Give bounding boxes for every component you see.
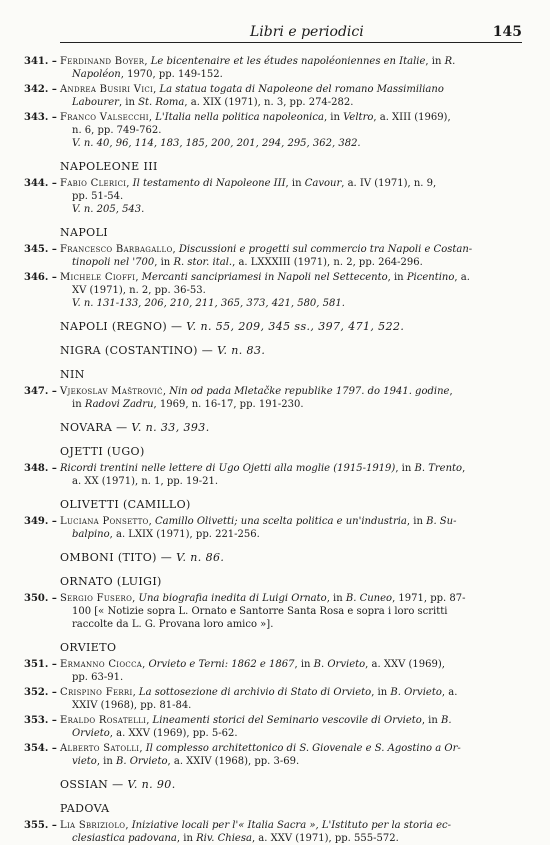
section-heading bbox=[24, 421, 522, 435]
citation-text: , bbox=[135, 272, 142, 283]
title-text: B. Orvieto bbox=[313, 659, 366, 670]
bibliography-entry bbox=[24, 385, 522, 411]
title-text: V. n. 205, 543. bbox=[72, 204, 145, 215]
author-name: Michele Cioffi bbox=[60, 272, 136, 283]
citation-text: , a. XIX (1971), n. 3, pp. 274-282. bbox=[184, 97, 354, 108]
section-heading bbox=[24, 368, 522, 382]
entry-number: 342. – bbox=[24, 84, 57, 95]
title-text: clesiastica padovana bbox=[72, 833, 177, 844]
entry-line bbox=[60, 714, 522, 727]
title-text: Una biografia inedita di Luigi Ornato bbox=[138, 593, 327, 604]
entry-line bbox=[60, 528, 522, 541]
author-name: Ermanno Ciocca bbox=[60, 659, 143, 670]
heading-text: OJETTI (UGO) bbox=[60, 445, 145, 458]
entry-line bbox=[60, 177, 522, 190]
entry-line bbox=[60, 137, 522, 150]
entry-line bbox=[60, 297, 522, 310]
entry-line bbox=[60, 385, 522, 398]
heading-text: NOVARA — bbox=[60, 421, 132, 434]
entry-line bbox=[60, 699, 522, 712]
heading-text: ORNATO (LUIGI) bbox=[60, 575, 162, 588]
citation-text: 100 [« Notizie sopra L. Ornato e Santorre Santa Rosa e sopra i loro scritti bbox=[72, 606, 448, 617]
entry-line bbox=[60, 592, 522, 605]
entry-line bbox=[60, 83, 522, 96]
author-name: Luciana Ponsetto bbox=[60, 516, 149, 527]
entry-number: 352. – bbox=[24, 687, 57, 698]
entry-number: 351. – bbox=[24, 659, 57, 670]
citation-text: , 1969, n. 16-17, pp. 191-230. bbox=[153, 399, 304, 410]
entry-line bbox=[60, 96, 522, 109]
title-text: balpino bbox=[72, 529, 110, 540]
section-heading bbox=[24, 445, 522, 459]
entry-number: 355. – bbox=[24, 820, 57, 831]
section-heading bbox=[24, 160, 522, 174]
citation-text: , in bbox=[395, 463, 415, 474]
citation-text: , a. LXIX (1971), pp. 221-256. bbox=[109, 529, 260, 540]
heading-text: OMBONI (TITO) — bbox=[60, 551, 177, 564]
title-text: Mercanti sancipriamesi in Napoli nel Settecento bbox=[141, 272, 388, 283]
entry-line bbox=[60, 398, 522, 411]
heading-text: NAPOLI bbox=[60, 226, 109, 239]
title-text: Orvieto bbox=[72, 728, 110, 739]
citation-text: , a. LXXXIII (1971), n. 2, pp. 264-296. bbox=[232, 257, 423, 268]
title-text: B. Orvieto bbox=[390, 687, 442, 698]
bibliography-entry bbox=[24, 462, 522, 488]
title-text: Iniziative locali per l'« Italia Sacra », L'Istituto per la storia ec- bbox=[131, 820, 451, 831]
citation-text: in bbox=[72, 399, 85, 410]
entry-number: 348. – bbox=[24, 463, 57, 474]
section-heading bbox=[24, 641, 522, 655]
heading-text: OLIVETTI (CAMILLO) bbox=[60, 498, 191, 511]
citation-text: , bbox=[148, 516, 155, 527]
section-heading bbox=[24, 802, 522, 816]
entry-line bbox=[60, 124, 522, 137]
bibliography-list bbox=[24, 55, 522, 845]
citation-text: , in bbox=[285, 178, 305, 189]
citation-text: , in bbox=[387, 272, 407, 283]
title-text: L'Italia nella politica napoleonica bbox=[155, 112, 324, 123]
heading-text: ORVIETO bbox=[60, 641, 117, 654]
citation-text: , in bbox=[425, 56, 445, 67]
citation-text: , bbox=[132, 593, 139, 604]
title-text: B. Cuneo bbox=[345, 593, 393, 604]
title-text: Radovi Zadru bbox=[84, 399, 154, 410]
author-name: Fabio Clerici bbox=[60, 178, 127, 189]
heading-text: NIGRA (COSTANTINO) — bbox=[60, 344, 218, 357]
citation-text: , in bbox=[96, 756, 116, 767]
entry-line bbox=[60, 284, 522, 297]
heading-text: PADOVA bbox=[60, 802, 110, 815]
entry-number: 344. – bbox=[24, 178, 57, 189]
citation-text: , bbox=[162, 386, 170, 397]
entry-line bbox=[60, 68, 522, 81]
title-text: Nin od pada Mletačke republike 1797. do 1941. godine bbox=[169, 386, 450, 397]
citation-text: , bbox=[146, 715, 153, 726]
citation-text: pp. 63-91. bbox=[72, 672, 124, 683]
citation-text: , bbox=[172, 244, 179, 255]
title-text: Le bicentenaire et les études napoléoniennes en Italie bbox=[150, 56, 426, 67]
citation-text: , bbox=[462, 463, 466, 474]
bibliography-entry bbox=[24, 55, 522, 81]
citation-text: , bbox=[132, 687, 139, 698]
bibliography-entry bbox=[24, 819, 522, 845]
title-text: B. Orvieto bbox=[116, 756, 168, 767]
entry-line bbox=[60, 271, 522, 284]
bibliography-entry bbox=[24, 742, 522, 768]
title-text: V. n. 40, 96, 114, 183, 185, 200, 201, 294, 295, 362, 382. bbox=[72, 138, 361, 149]
title-text: Cavour bbox=[304, 178, 342, 189]
heading-text: NAPOLI (REGNO) — bbox=[60, 320, 187, 333]
citation-text: , a. XXV (1969), bbox=[365, 659, 445, 670]
citation-text: , a. XIII (1969), bbox=[373, 112, 451, 123]
entry-number: 347. – bbox=[24, 386, 57, 397]
citation-text: , bbox=[139, 743, 146, 754]
entry-line bbox=[60, 686, 522, 699]
title-text: Lineamenti storici del Seminario vescovile di Orvieto bbox=[152, 715, 422, 726]
bibliography-entry bbox=[24, 515, 522, 541]
citation-text: , a. XXIV (1968), pp. 3-69. bbox=[167, 756, 300, 767]
entry-line bbox=[60, 618, 522, 631]
author-name: Alberto Satolli bbox=[60, 743, 140, 754]
title-text: Il testamento di Napoleone III bbox=[132, 178, 286, 189]
title-text: Napoléon bbox=[72, 69, 121, 80]
citation-text: , a. bbox=[454, 272, 470, 283]
citation-text: , bbox=[148, 112, 156, 123]
section-heading bbox=[24, 575, 522, 589]
entry-line bbox=[60, 256, 522, 269]
author-name: Eraldo Rosatelli bbox=[60, 715, 147, 726]
bibliography-entry bbox=[24, 592, 522, 631]
title-text: St. Roma bbox=[138, 97, 185, 108]
title-text: V. n. 131-133, 206, 210, 211, 365, 373, 421, 580, 581. bbox=[72, 298, 345, 309]
author-name: Franco Valsecchi bbox=[60, 112, 149, 123]
citation-text: , a. bbox=[441, 687, 458, 698]
citation-text: , a. IV (1971), n. 9, bbox=[341, 178, 437, 189]
citation-text: pp. 51-54. bbox=[72, 191, 124, 202]
citation-text: XXIV (1968), pp. 81-84. bbox=[72, 700, 192, 711]
section-heading bbox=[24, 778, 522, 792]
entry-line bbox=[60, 55, 522, 68]
entry-line bbox=[60, 742, 522, 755]
author-name: Sergio Fusero bbox=[60, 593, 133, 604]
cross-reference: V. n. 90. bbox=[127, 778, 176, 791]
title-text: Labourer bbox=[72, 97, 119, 108]
citation-text: , bbox=[144, 56, 151, 67]
title-text: vieto bbox=[72, 756, 97, 767]
title-text: Camillo Olivetti; una scelta politica e un'industria bbox=[154, 516, 407, 527]
bibliography-entry bbox=[24, 271, 522, 310]
title-text: La statua togata di Napoleone del romano Massimiliano bbox=[159, 84, 444, 95]
title-text: B. Su- bbox=[426, 516, 457, 527]
citation-text: , in bbox=[154, 257, 174, 268]
entry-line bbox=[60, 475, 522, 488]
citation-text: , in bbox=[421, 715, 442, 726]
title-text: R. bbox=[444, 56, 456, 67]
entry-line bbox=[60, 727, 522, 740]
section-heading bbox=[24, 344, 522, 358]
bibliography-entry bbox=[24, 111, 522, 150]
title-text: B. bbox=[441, 715, 452, 726]
citation-text: , bbox=[125, 820, 132, 831]
citation-text: , in bbox=[176, 833, 197, 844]
title-text: Riv. Chiesa bbox=[196, 833, 252, 844]
citation-text: , in bbox=[294, 659, 314, 670]
title-text: La sottosezione di archivio di Stato di Orvieto bbox=[138, 687, 372, 698]
citation-text: , in bbox=[371, 687, 391, 698]
entry-number: 346. – bbox=[24, 272, 57, 283]
bibliography-entry bbox=[24, 658, 522, 684]
bibliography-entry bbox=[24, 177, 522, 216]
cross-reference: V. n. 33, 393. bbox=[131, 421, 210, 434]
entry-line bbox=[60, 462, 522, 475]
heading-text: NIN bbox=[60, 368, 85, 381]
section-heading bbox=[24, 498, 522, 512]
author-name: Lia Sbriziolo bbox=[60, 820, 126, 831]
author-name: Crispino Ferri bbox=[60, 687, 133, 698]
citation-text: XV (1971), n. 2, pp. 36-53. bbox=[72, 285, 206, 296]
citation-text: a. XX (1971), n. 1, pp. 19-21. bbox=[72, 476, 219, 487]
citation-text: , 1970, pp. 149-152. bbox=[120, 69, 223, 80]
title-text: B. Trento bbox=[414, 463, 463, 474]
page-number: 145 bbox=[492, 24, 522, 40]
citation-text: , in bbox=[118, 97, 139, 108]
citation-text: n. 6, pp. 749-762. bbox=[72, 125, 162, 136]
bibliography-entry bbox=[24, 714, 522, 740]
cross-reference: V. n. 83. bbox=[217, 344, 266, 357]
author-name: Francesco Barbagallo bbox=[60, 244, 173, 255]
citation-text: , a. XXV (1971), pp. 555-572. bbox=[251, 833, 399, 844]
entry-line bbox=[60, 755, 522, 768]
citation-text: , bbox=[449, 386, 453, 397]
section-heading bbox=[24, 226, 522, 240]
citation-text: raccolte da L. G. Provana loro amico »]. bbox=[72, 619, 274, 630]
author-name: Ferdinand Boyer bbox=[60, 56, 145, 67]
bibliography-entry bbox=[24, 83, 522, 109]
entry-line bbox=[60, 203, 522, 216]
entry-line bbox=[60, 243, 522, 256]
citation-text: , bbox=[126, 178, 133, 189]
entry-line bbox=[60, 190, 522, 203]
citation-text: , in bbox=[323, 112, 344, 123]
cross-reference: V. n. 86. bbox=[176, 551, 225, 564]
title-text: Veltro bbox=[343, 112, 374, 123]
citation-text: , 1971, pp. 87- bbox=[392, 593, 466, 604]
citation-text: , bbox=[142, 659, 149, 670]
entry-line bbox=[60, 819, 522, 832]
entry-number: 350. – bbox=[24, 593, 57, 604]
title-text: Orvieto e Terni: 1862 e 1867 bbox=[148, 659, 295, 670]
title-text: Ricordi trentini nelle lettere di Ugo Ojetti alla moglie (1915-1919) bbox=[60, 463, 396, 474]
bibliography-entry bbox=[24, 243, 522, 269]
running-head bbox=[60, 24, 522, 43]
section-heading bbox=[24, 320, 522, 334]
entry-number: 353. – bbox=[24, 715, 57, 726]
citation-text: , in bbox=[326, 593, 346, 604]
heading-text: NAPOLEONE III bbox=[60, 160, 158, 173]
entry-number: 354. – bbox=[24, 743, 57, 754]
citation-text: , a. XXV (1969), pp. 5-62. bbox=[109, 728, 238, 739]
bibliography-entry bbox=[24, 686, 522, 712]
entry-line bbox=[60, 658, 522, 671]
title-text: Il complesso architettonico di S. Giovenale e S. Agostino a Or- bbox=[145, 743, 461, 754]
title-text: R. stor. ital. bbox=[173, 257, 233, 268]
citation-text: , in bbox=[406, 516, 427, 527]
title-text: Discussioni e progetti sul commercio tra Napoli e Costan- bbox=[178, 244, 473, 255]
title-text: tinopoli nel '700 bbox=[72, 257, 155, 268]
section-heading bbox=[24, 551, 522, 565]
entry-line bbox=[60, 605, 522, 618]
heading-text: OSSIAN — bbox=[60, 778, 128, 791]
citation-text: , bbox=[153, 84, 160, 95]
cross-reference: V. n. 55, 209, 345 ss., 397, 471, 522. bbox=[186, 320, 405, 333]
running-title: Libri e periodici bbox=[250, 24, 364, 40]
entry-line bbox=[60, 111, 522, 124]
title-text: Picentino bbox=[406, 272, 455, 283]
entry-number: 343. – bbox=[24, 112, 57, 123]
entry-line bbox=[60, 515, 522, 528]
entry-number: 341. – bbox=[24, 56, 57, 67]
entry-number: 345. – bbox=[24, 244, 57, 255]
author-name: Andrea Busiri Vici bbox=[60, 84, 154, 95]
entry-line bbox=[60, 832, 522, 845]
entry-line bbox=[60, 671, 522, 684]
entry-number: 349. – bbox=[24, 516, 57, 527]
author-name: Vjekoslav Maštrović bbox=[60, 386, 163, 397]
